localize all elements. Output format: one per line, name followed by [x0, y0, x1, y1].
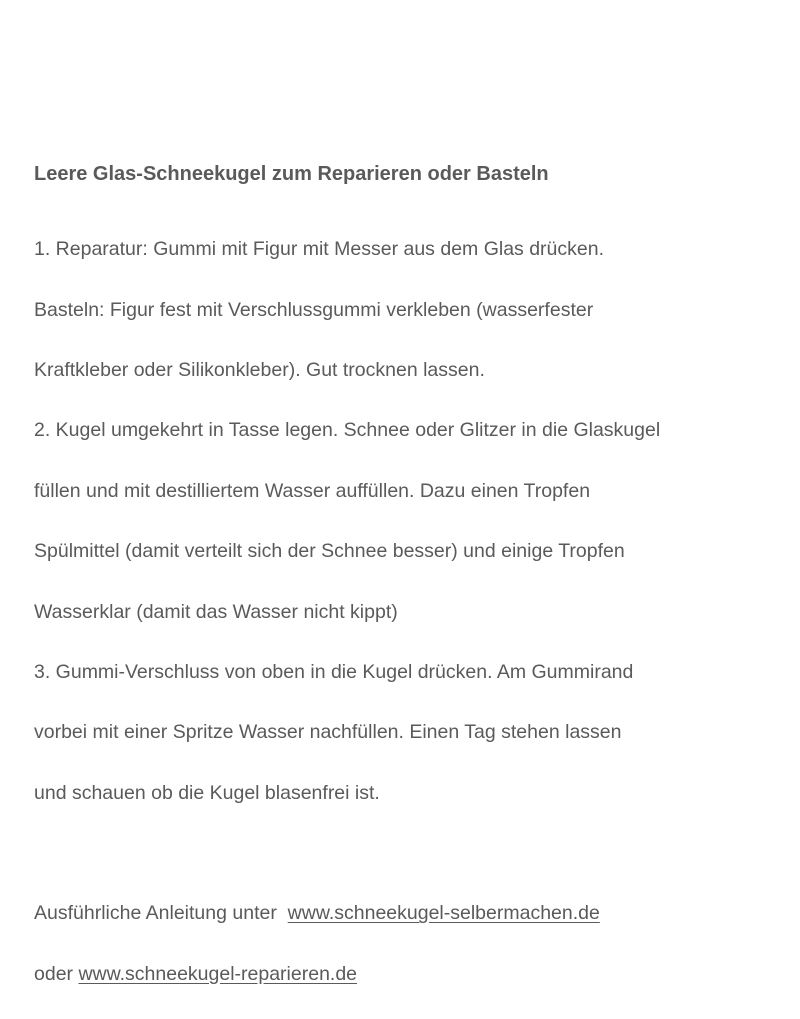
document-title: Leere Glas-Schneekugel zum Reparieren oder Basteln [34, 163, 549, 185]
instructions [34, 204, 774, 1019]
link-selbermachen[interactable]: www.schneekugel-selbermachen.de [287, 902, 600, 925]
instruction-line: und schauen ob die Kugel blasenfrei ist. [34, 781, 380, 804]
instruction-line: Wasserklar (damit das Wasser nicht kippt) [34, 600, 398, 623]
instruction-line: Kraftkleber oder Silikonkleber). Gut trocknen lassen. [34, 359, 485, 382]
link-reparieren[interactable]: www.schneekugel-reparieren.de [78, 962, 358, 985]
document [34, 160, 774, 1019]
instruction-line: füllen und mit destilliertem Wasser auffüllen. Dazu einen Tropfen [34, 479, 591, 502]
instruction-line: 2. Kugel umgekehrt in Tasse legen. Schnee oder Glitzer in die Glaskugel [34, 419, 661, 442]
footer-line-1 [34, 898, 774, 928]
footer-intro: Ausführliche Anleitung unter [34, 902, 277, 925]
instruction-line: Basteln: Figur fest mit Verschlussgummi verkleben (wasserfester [34, 298, 594, 321]
instruction-line: Spülmittel (damit verteilt sich der Schnee besser) und einige Tropfen [34, 540, 625, 563]
instruction-line: vorbei mit einer Spritze Wasser nachfüllen. Einen Tag stehen lassen [34, 721, 622, 744]
instruction-line: 1. Reparatur: Gummi mit Figur mit Messer aus dem Glas drücken. [34, 238, 605, 261]
instruction-line: 3. Gummi-Verschluss von oben in die Kugel drücken. Am Gummirand [34, 661, 634, 684]
footer-connector: oder [34, 962, 74, 985]
paragraph-spacer [34, 838, 774, 868]
footer-line-2 [34, 959, 774, 989]
